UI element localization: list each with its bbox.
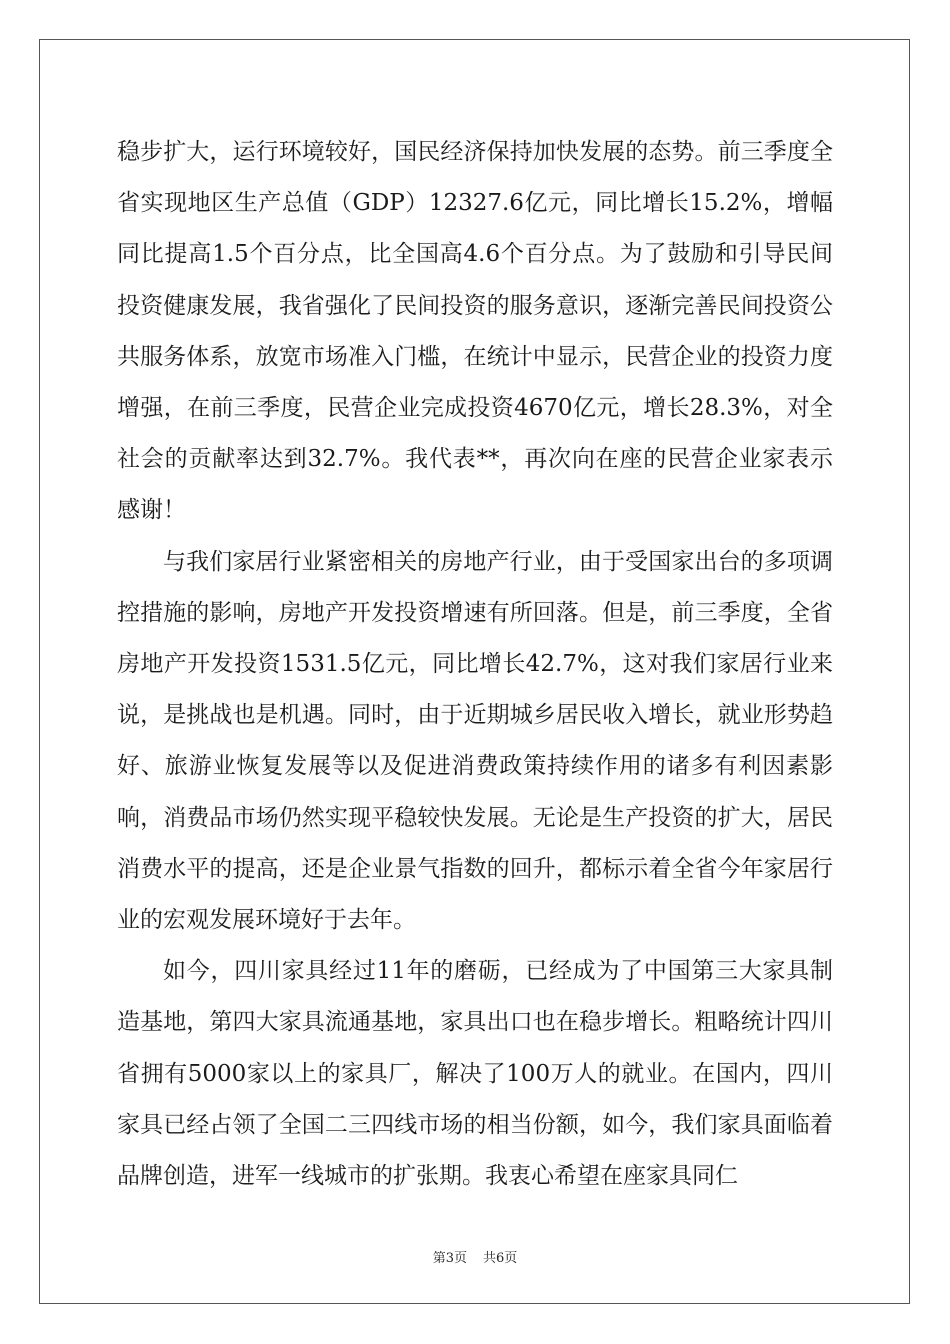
page-total: 共6页 [483, 1251, 518, 1266]
document-body [117, 127, 833, 1202]
paragraph-2: 与我们家居行业紧密相关的房地产行业，由于受国家出台的多项调控措施的影响，房地产开发投资增速有所回落。但是，前三季度，全省房地产开发投资1531.5亿元，同比增长42.7%，这对我们家居行业来说，是挑战也是机遇。同时，由于近期城乡居民收入增长，就业形势趋好、旅游业恢复发展等以及促进消费政策持续作用的诸多有利因素影响，消费品市场仍然实现平稳较快发展。无论是生产投资的扩大，居民消费水平的提高，还是企业景气指数的回升，都标示着全省今年家居行业的宏观发展环境好于去年。 [117, 548, 833, 934]
paragraph-3: 如今，四川家具经过11年的磨砺，已经成为了中国第三大家具制造基地，第四大家具流通基地，家具出口也在稳步增长。粗略统计四川省拥有5000家以上的家具厂，解决了100万人的就业。在国内，四川家具已经占领了全国二三四线市场的相当份额，如今，我们家具面临着品牌创造，进军一线城市的扩张期。我衷心希望在座家具同仁 [117, 958, 833, 1190]
page-number: 第3页 [432, 1251, 467, 1266]
paragraph-1: 稳步扩大，运行环境较好，国民经济保持加快发展的态势。前三季度全省实现地区生产总值（GDP）12327.6亿元，同比增长15.2%，增幅同比提高1.5个百分点，比全国高4.6个百分点。为了鼓励和引导民间投资健康发展，我省强化了民间投资的服务意识，逐渐完善民间投资公共服务体系，放宽市场准入门槛，在统计中显示，民营企业的投资力度增强，在前三季度，民营企业完成投资4670亿元，增长28.3%，对全社会的贡献率达到32.7%。我代表**，再次向在座的民营企业家表示感谢！ [117, 139, 833, 524]
page-footer [0, 1247, 950, 1266]
